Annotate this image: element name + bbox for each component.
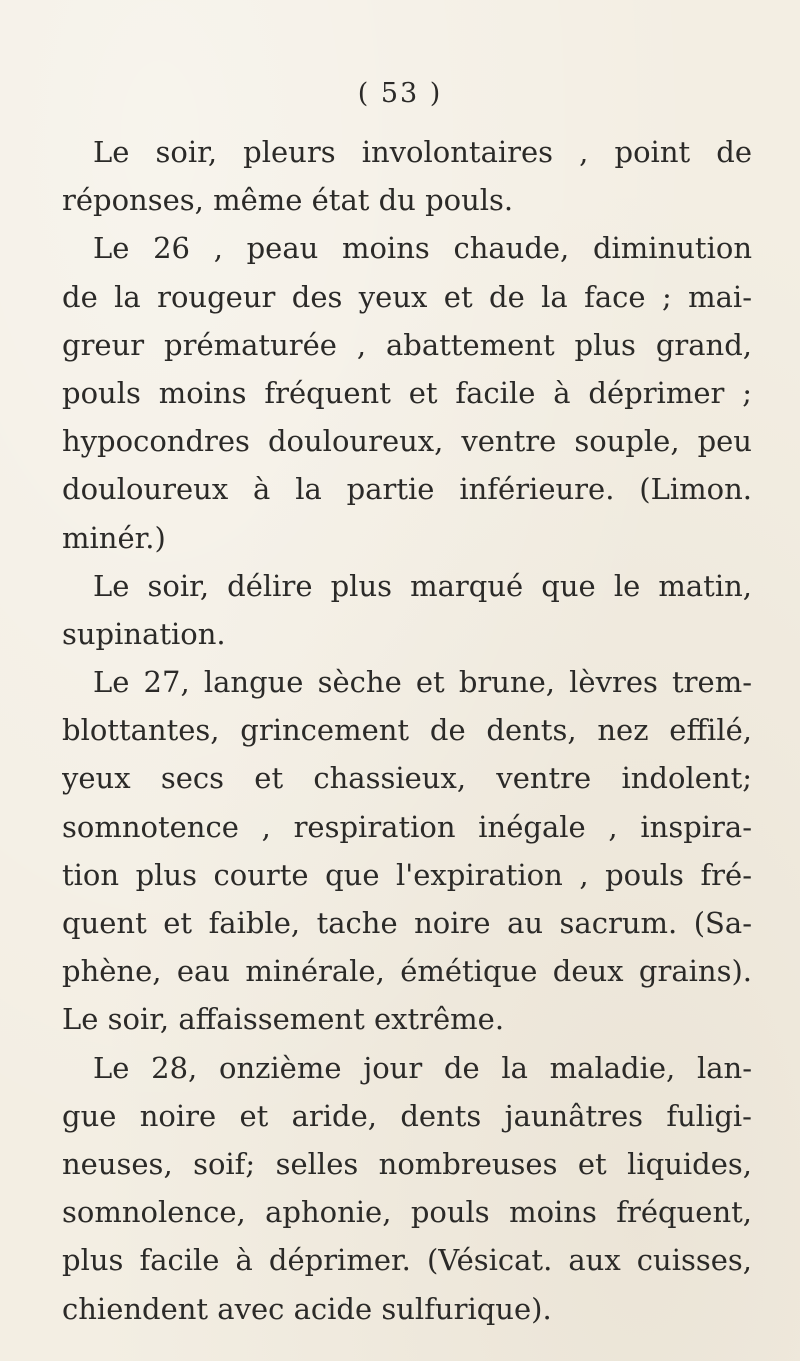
text-line: Le soir, pleurs involontaires , point de: [93, 135, 752, 169]
text-line: blottantes, grincement de dents, nez effilé,: [62, 713, 752, 748]
text-line: plus facile à déprimer. (Vésicat. aux cuisses,: [62, 1243, 752, 1278]
text-line: greur prématurée , abattement plus grand,: [62, 327, 752, 362]
text-line: réponses, même état du pouls.: [62, 183, 514, 218]
text-line: neuses, soif; selles nombreuses et liquides,: [62, 1146, 752, 1181]
text-line: de la rougeur des yeux et de la face ; mai-: [62, 279, 752, 314]
text-line: hypocondres douloureux, ventre souple, peu: [62, 424, 752, 459]
text-line: gue noire et aride, dents jaunâtres fuligi-: [62, 1098, 752, 1133]
text-line: Le 27, langue sèche et brune, lèvres trem-: [93, 665, 752, 700]
text-line: somnolence, aphonie, pouls moins fréquent,: [62, 1195, 752, 1230]
text-line: minér.): [62, 520, 166, 555]
page-number: ( 53 ): [357, 78, 443, 109]
text-line: Le 28, onzième jour de la maladie, lan-: [93, 1050, 752, 1085]
text-line: Le soir, délire plus marqué que le matin,: [93, 568, 752, 603]
text-line: tion plus courte que l'expiration , pouls fré-: [62, 857, 752, 892]
text-line: yeux secs et chassieux, ventre indolent;: [62, 761, 752, 796]
text-line: supination.: [62, 616, 226, 651]
text-line: somnotence , respiration inégale , inspira-: [62, 809, 752, 844]
text-line: phène, eau minérale, émétique deux grains).: [62, 954, 752, 989]
text-line: Le 26 , peau moins chaude, diminution: [93, 231, 752, 266]
text-line: chiendent avec acide sulfurique).: [62, 1291, 552, 1326]
text-line: Le soir, affaissement extrême.: [62, 1002, 505, 1037]
text-line: quent et faible, tache noire au sacrum. (Sa-: [62, 906, 752, 940]
body-text: [62, 128, 752, 1333]
text-line: pouls moins fréquent et facile à déprimer ;: [62, 375, 752, 410]
text-line: douloureux à la partie inférieure. (Limon.: [62, 472, 752, 507]
